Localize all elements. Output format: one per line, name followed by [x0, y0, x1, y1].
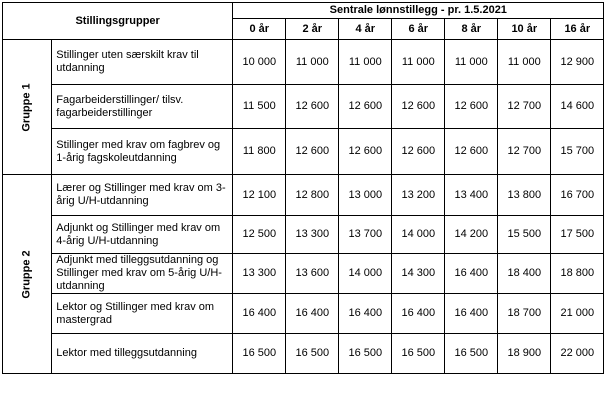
table-cell: 12 600 — [339, 129, 392, 175]
table-cell: 18 900 — [498, 334, 551, 374]
col-header-8: 8 år — [445, 19, 498, 40]
table-cell: 12 500 — [233, 216, 286, 254]
table-cell: 22 000 — [551, 334, 604, 374]
table-cell: 16 500 — [286, 334, 339, 374]
table-cell: 13 300 — [233, 254, 286, 294]
table-cell: 15 700 — [551, 129, 604, 175]
table-cell: 12 100 — [233, 175, 286, 216]
row-description: Fagarbeiderstillinger/ tilsv. fagarbeiderstillinger — [52, 85, 233, 129]
table-cell: 18 400 — [498, 254, 551, 294]
table-cell: 14 000 — [339, 254, 392, 294]
table-cell: 14 600 — [551, 85, 604, 129]
table-cell: 16 400 — [445, 254, 498, 294]
col-header-6: 6 år — [392, 19, 445, 40]
table-row — [3, 254, 604, 294]
table-cell: 11 000 — [339, 40, 392, 85]
row-description: Stillinger uten særskilt krav til utdanning — [52, 40, 233, 85]
table-cell: 11 000 — [392, 40, 445, 85]
col-header-10: 10 år — [498, 19, 551, 40]
table-cell: 12 600 — [286, 129, 339, 175]
table-cell: 13 300 — [286, 216, 339, 254]
header-sentrale-lonnstillegg: Sentrale lønnstillegg - pr. 1.5.2021 — [233, 3, 604, 19]
table-cell: 12 600 — [286, 85, 339, 129]
table-cell: 13 800 — [498, 175, 551, 216]
col-header-16: 16 år — [551, 19, 604, 40]
table-cell: 16 400 — [392, 294, 445, 334]
salary-table — [2, 2, 604, 374]
table-cell: 13 200 — [392, 175, 445, 216]
table-cell: 12 700 — [498, 85, 551, 129]
table-cell: 13 000 — [339, 175, 392, 216]
table-cell: 15 500 — [498, 216, 551, 254]
row-description: Lektor med tilleggsutdanning — [52, 334, 233, 374]
table-cell: 11 000 — [498, 40, 551, 85]
table-cell: 13 600 — [286, 254, 339, 294]
table-cell: 11 800 — [233, 129, 286, 175]
table-cell: 12 700 — [498, 129, 551, 175]
table-cell: 12 600 — [339, 85, 392, 129]
row-description: Lektor og Stillinger med krav om mastergrad — [52, 294, 233, 334]
table-cell: 14 300 — [392, 254, 445, 294]
table-cell: 16 400 — [445, 294, 498, 334]
col-header-2: 2 år — [286, 19, 339, 40]
table-cell: 18 800 — [551, 254, 604, 294]
col-header-4: 4 år — [339, 19, 392, 40]
table-row — [3, 175, 604, 216]
row-description: Lærer og Stillinger med krav om 3-årig U/H-utdanning — [52, 175, 233, 216]
table-cell: 13 700 — [339, 216, 392, 254]
table-cell: 17 500 — [551, 216, 604, 254]
table-cell: 16 400 — [233, 294, 286, 334]
table-cell: 16 500 — [392, 334, 445, 374]
table-cell: 12 800 — [286, 175, 339, 216]
table-cell: 12 900 — [551, 40, 604, 85]
table-cell: 16 500 — [233, 334, 286, 374]
table-cell: 13 400 — [445, 175, 498, 216]
table-cell: 16 700 — [551, 175, 604, 216]
table-row — [3, 294, 604, 334]
row-description: Adjunkt og Stillinger med krav om 4-årig U/H-utdanning — [52, 216, 233, 254]
table-cell: 21 000 — [551, 294, 604, 334]
table-cell: 11 000 — [286, 40, 339, 85]
table-cell: 12 600 — [392, 85, 445, 129]
table-cell: 11 500 — [233, 85, 286, 129]
group-label-2: Gruppe 2 — [3, 175, 52, 374]
table-cell: 18 700 — [498, 294, 551, 334]
table-row — [3, 40, 604, 85]
table-row — [3, 129, 604, 175]
table-cell: 16 400 — [286, 294, 339, 334]
table-cell: 10 000 — [233, 40, 286, 85]
group-label-1: Gruppe 1 — [3, 40, 52, 175]
table-row — [3, 85, 604, 129]
table-cell: 11 000 — [445, 40, 498, 85]
table-cell: 16 400 — [339, 294, 392, 334]
table-cell: 14 200 — [445, 216, 498, 254]
table-cell: 12 600 — [392, 129, 445, 175]
row-description: Adjunkt med tilleggsutdanning og Stillinger med krav om 5-årig U/H-utdanning — [52, 254, 233, 294]
header-stillingsgrupper: Stillingsgrupper — [3, 3, 233, 40]
table-cell: 12 600 — [445, 85, 498, 129]
table-cell: 16 500 — [445, 334, 498, 374]
col-header-0: 0 år — [233, 19, 286, 40]
table-cell: 12 600 — [445, 129, 498, 175]
table-row — [3, 216, 604, 254]
table-cell: 16 500 — [339, 334, 392, 374]
header-row-1 — [3, 3, 604, 19]
row-description: Stillinger med krav om fagbrev og 1-årig fagskoleutdanning — [52, 129, 233, 175]
table-cell: 14 000 — [392, 216, 445, 254]
table-row — [3, 334, 604, 374]
